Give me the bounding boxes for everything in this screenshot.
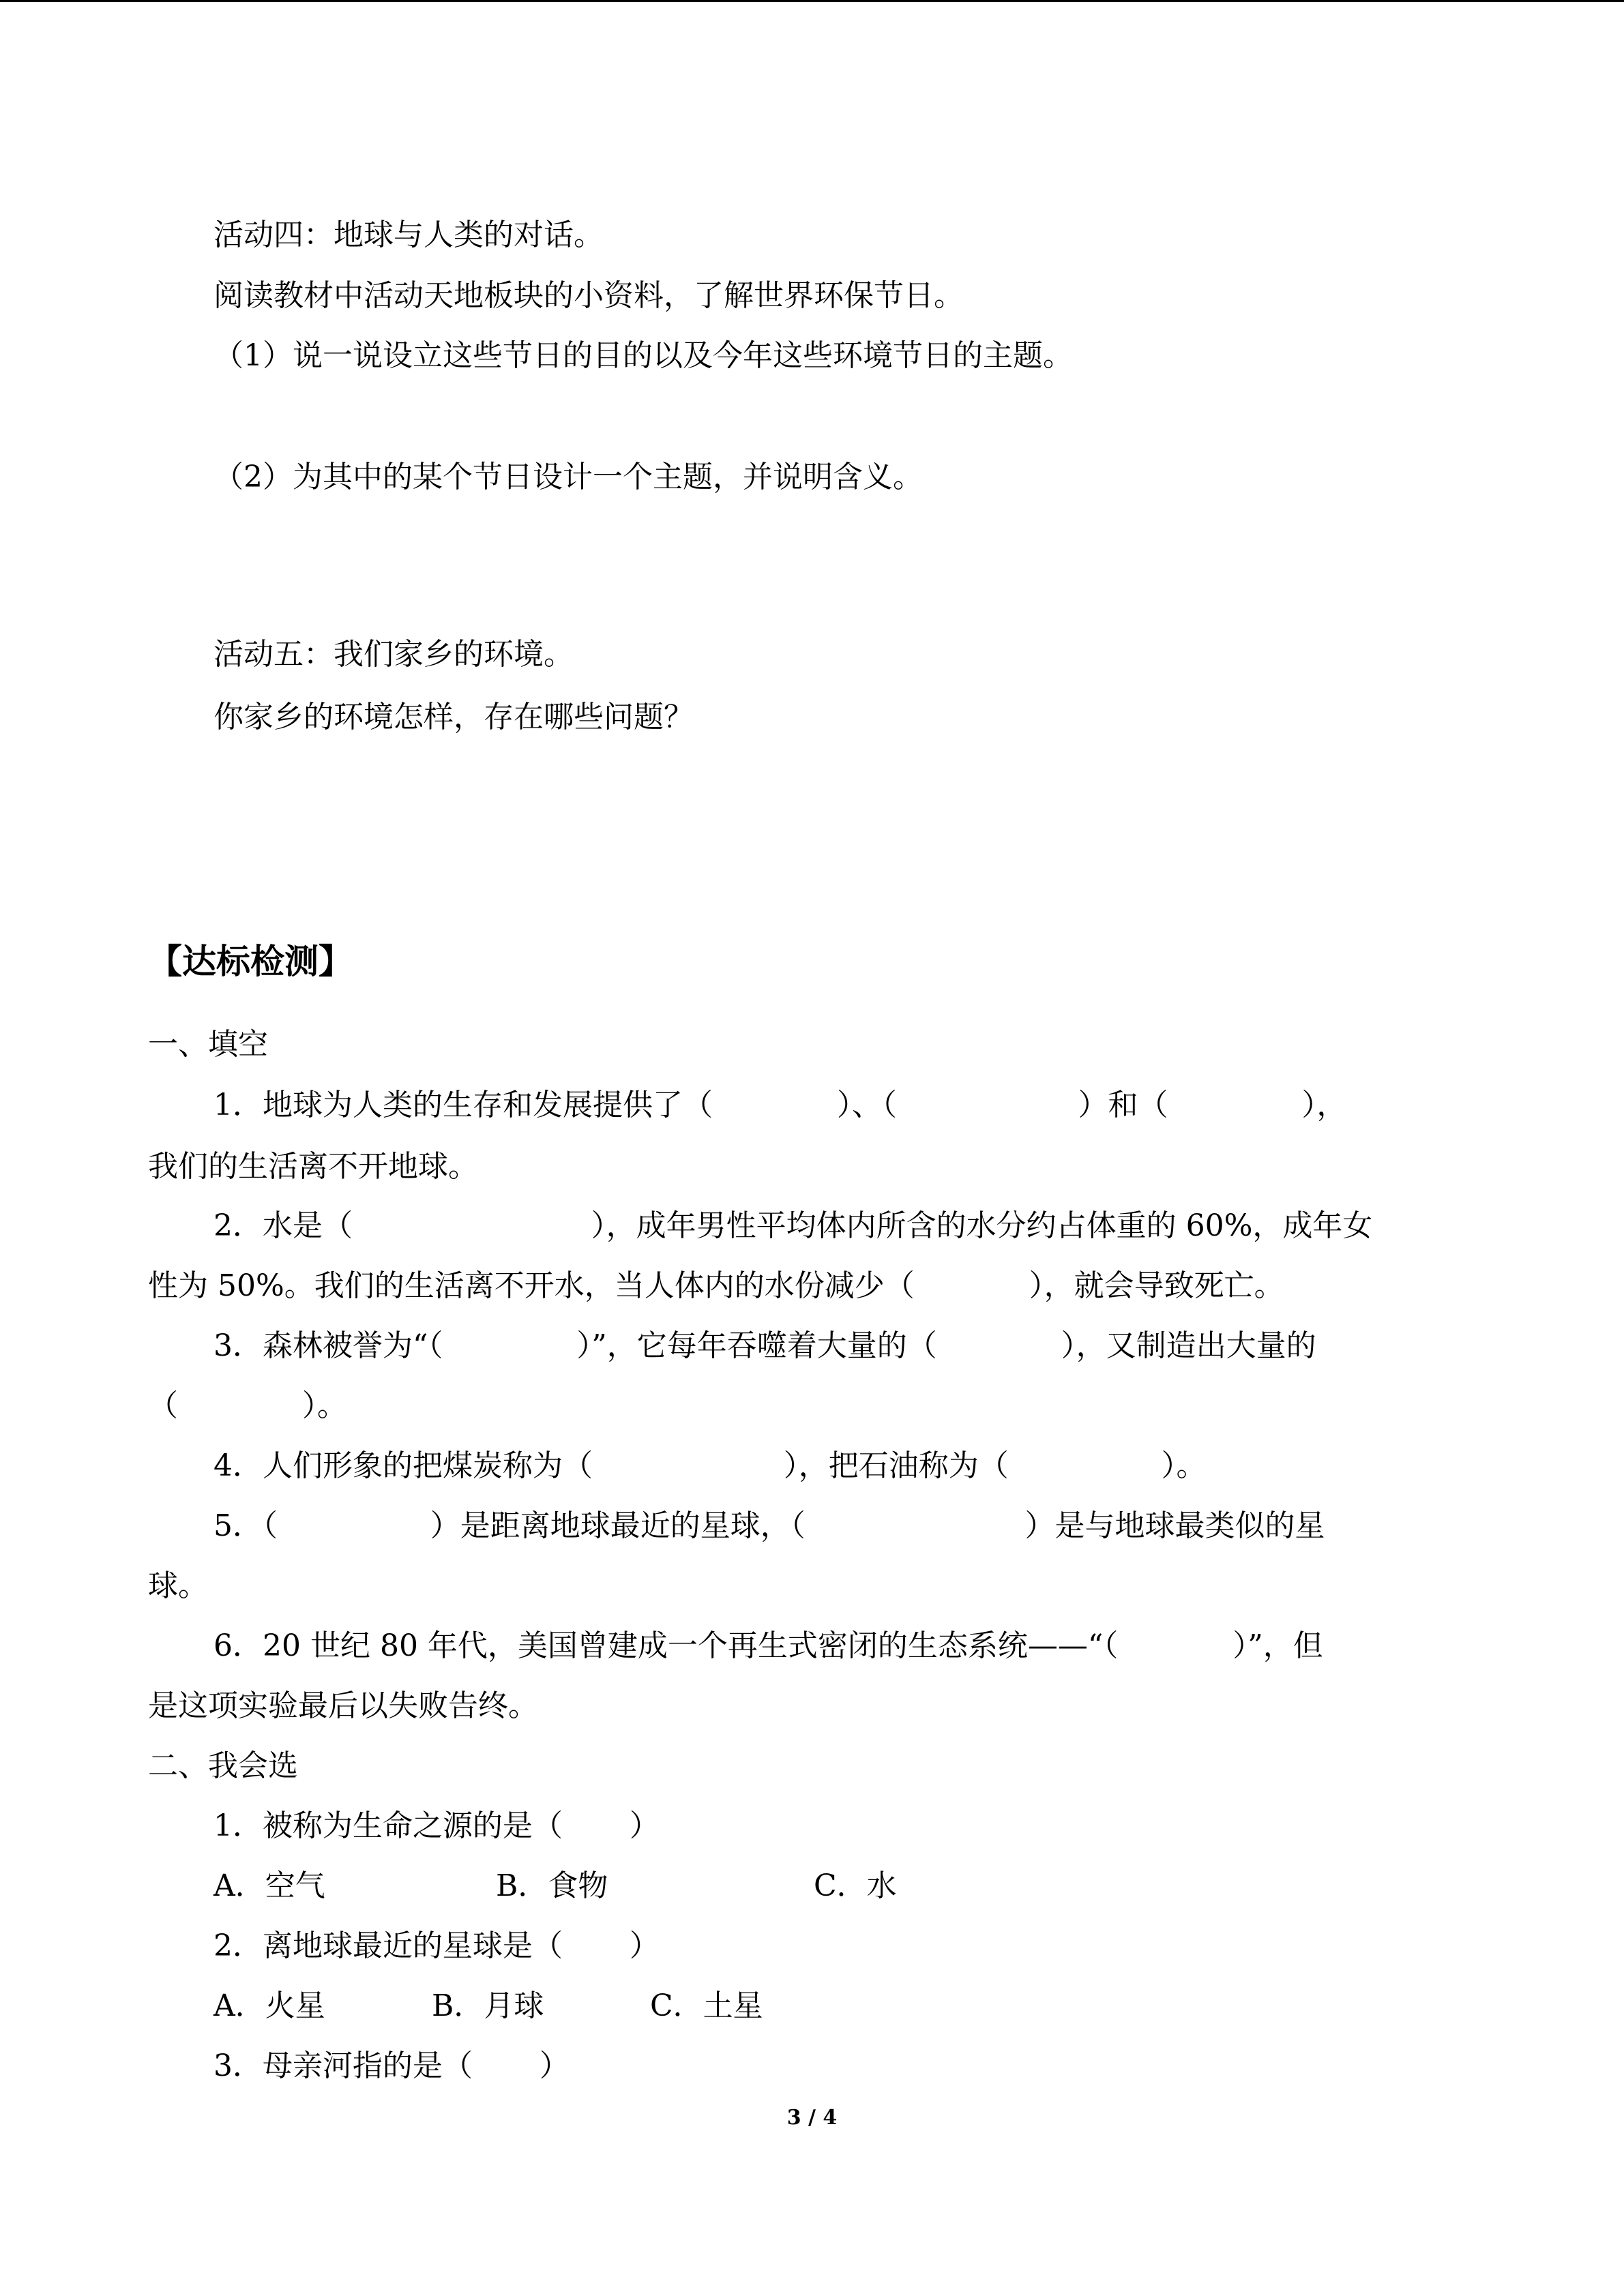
choice-1-option-c: C．水	[814, 1868, 897, 1903]
activity5-question: 你家乡的环境怎样，存在哪些问题？	[213, 700, 694, 734]
choice-2-option-c: C．土星	[650, 1988, 763, 2023]
choice-question-1: 1．被称为生命之源的是（ ）	[213, 1808, 660, 1843]
activity4-title: 活动四：地球与人类的对话。	[213, 218, 604, 252]
activity4-question-2: （2）为其中的某个节日设计一个主题，并说明含义。	[213, 460, 923, 494]
choice-question-2: 2．离地球最近的星球是（ ）	[213, 1928, 660, 1963]
choice-question-3: 3．母亲河指的是（ ）	[213, 2048, 570, 2083]
fill-question-6-cont: 是这项实验最后以失败告终。	[148, 1688, 538, 1723]
fill-question-5: 5．（ ）是距离地球最近的星球，（ ）是与地球最类似的星	[213, 1508, 1325, 1543]
choice-1-option-a: A．空气	[213, 1868, 325, 1903]
choice-2-option-a: A．火星	[213, 1988, 325, 2023]
fill-question-2-cont: 性为 50%。我们的生活离不开水，当人体内的水份减少（ ），就会导致死亡。	[148, 1268, 1284, 1303]
choice-1-option-b: B．食物	[496, 1868, 608, 1903]
fill-question-2: 2．水是（ ），成年男性平均体内所含的水分约占体重的 60%，成年女	[213, 1208, 1373, 1243]
activity5-title: 活动五：我们家乡的环境。	[213, 637, 574, 672]
choice-2-option-b: B．月球	[432, 1988, 544, 2023]
fill-heading: 一、填空	[148, 1027, 268, 1062]
page-number: 3 / 4	[786, 2106, 838, 2130]
fill-question-4: 4．人们形象的把煤炭称为（ ），把石油称为（ ）。	[213, 1448, 1207, 1483]
activity4-question-1: （1）说一说设立这些节日的目的以及今年这些环境节日的主题。	[213, 338, 1073, 373]
fill-question-1: 1．地球为人类的生存和发展提供了（ ）、（ ）和（ ），	[213, 1088, 1347, 1122]
top-border	[0, 0, 1624, 2]
fill-question-6: 6．20 世纪 80 年代，美国曾建成一个再生式密闭的生态系统——“（ ）”，但	[213, 1628, 1323, 1663]
fill-question-3: 3．森林被誉为“（ ）”，它每年吞噬着大量的（ ），又制造出大量的	[213, 1328, 1316, 1363]
activity4-intro: 阅读教材中活动天地板块的小资料，了解世界环保节日。	[213, 278, 964, 313]
fill-question-5-cont: 球。	[148, 1568, 208, 1603]
fill-question-3-cont: （ ）。	[148, 1388, 347, 1423]
choice-heading: 二、我会选	[148, 1748, 298, 1783]
fill-question-1-cont: 我们的生活离不开地球。	[148, 1149, 478, 1184]
section-heading: 【达标检测】	[148, 942, 353, 981]
